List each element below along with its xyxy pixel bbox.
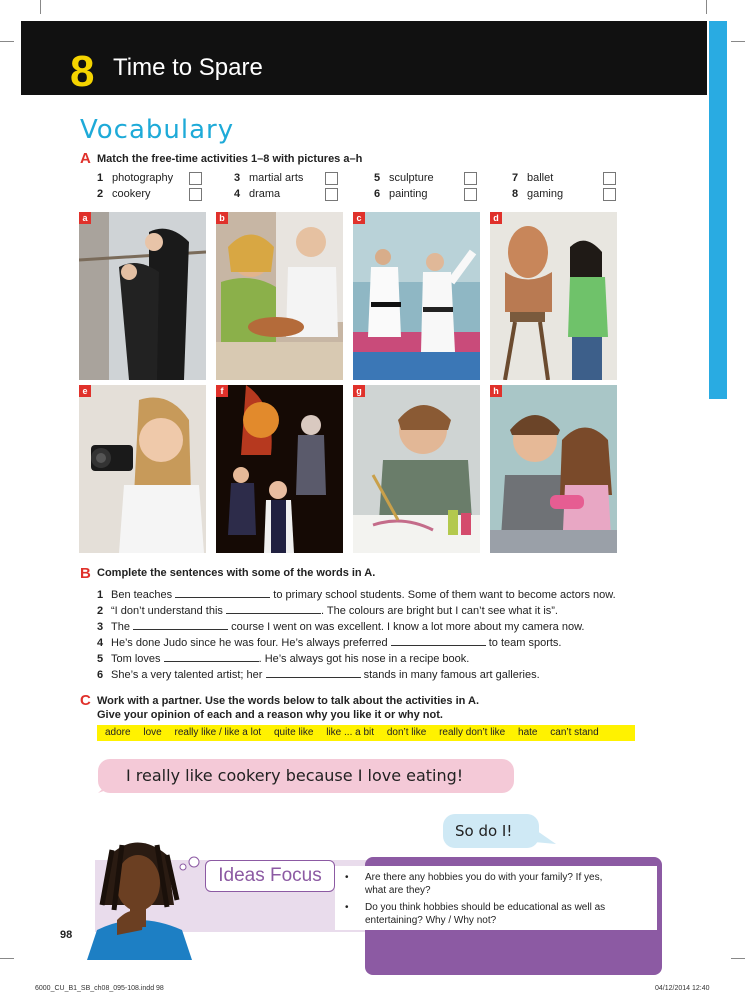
option-1: 1 photography: [97, 172, 174, 184]
thinking-boy-photo: [82, 835, 197, 960]
blank-3[interactable]: [133, 620, 228, 630]
answer-box-8[interactable]: [603, 188, 616, 201]
opinion-word: like ... a bit: [326, 727, 375, 738]
opinion-word: quite like: [273, 727, 314, 738]
speech-bubble-reply-text: So do I!: [455, 822, 513, 840]
ideas-bullet-2: •: [345, 902, 349, 913]
sentence-1: 1 Ben teaches to primary school students. Some of them want to become actors now.: [97, 589, 616, 601]
answer-box-5[interactable]: [464, 172, 477, 185]
bubble-tail-icon: [530, 826, 556, 846]
sentence-3: 3 The course I went on was excellent. I know a lot more about my camera now.: [97, 621, 585, 633]
blank-5[interactable]: [164, 652, 259, 662]
picture-label-h: h: [490, 385, 502, 397]
picture-e: [79, 385, 206, 553]
speech-bubble-example: [98, 759, 514, 793]
option-4: 4 drama: [234, 188, 281, 200]
ideas-question-2: Do you think hobbies should be educational as well as entertaining? Why / Why not?: [365, 902, 606, 926]
ideas-focus-title: Ideas Focus: [205, 860, 335, 892]
picture-c: [353, 212, 480, 380]
footer-file: 6000_CU_B1_SB_ch08_095-108.indd 98: [35, 985, 164, 992]
option-2: 2 cookery: [97, 188, 151, 200]
section-title: Vocabulary: [80, 115, 235, 145]
picture-b: [216, 212, 343, 380]
blank-2[interactable]: [226, 604, 321, 614]
opinion-word: really like / like a lot: [174, 727, 262, 738]
crop-mark: [706, 0, 707, 14]
picture-a: [79, 212, 206, 380]
picture-g: [353, 385, 480, 553]
picture-label-f: f: [216, 385, 228, 397]
sentence-4: 4 He’s done Judo since he was four. He’s always preferred to team sports.: [97, 637, 562, 649]
opinion-word: can’t stand: [550, 727, 599, 738]
bubble-tail-icon: [98, 775, 128, 795]
picture-label-g: g: [353, 385, 365, 397]
unit-title: Time to Spare: [113, 54, 263, 81]
exercise-c-instruction-1: Work with a partner. Use the words below to talk about the activities in A.: [97, 695, 480, 707]
picture-d: [490, 212, 617, 380]
unit-number: 8: [70, 47, 95, 96]
opinion-words-bar: [97, 725, 635, 741]
speech-bubble-reply: [443, 814, 539, 848]
picture-label-e: e: [79, 385, 91, 397]
exercise-a-letter: A: [80, 150, 91, 167]
answer-box-2[interactable]: [189, 188, 202, 201]
opinion-word: hate: [518, 727, 538, 738]
exercise-c-instruction-2: Give your opinion of each and a reason why you like it or why not.: [97, 709, 443, 721]
sentence-6: 6 She’s a very talented artist; her stands in many famous art galleries.: [97, 669, 540, 681]
picture-h: [490, 385, 617, 553]
option-5: 5 sculpture: [374, 172, 434, 184]
blank-4[interactable]: [391, 636, 486, 646]
option-7: 7 ballet: [512, 172, 554, 184]
page-number: 98: [60, 929, 73, 941]
answer-box-4[interactable]: [325, 188, 338, 201]
answer-box-3[interactable]: [325, 172, 338, 185]
ideas-question-1: Are there any hobbies you do with your family? If yes, what are they?: [365, 872, 603, 896]
crop-mark: [0, 41, 14, 42]
sentence-2: 2 “I don’t understand this . The colours are bright but I can’t see what it is”.: [97, 605, 558, 617]
option-6: 6 painting: [374, 188, 428, 200]
crop-mark: [40, 0, 41, 14]
footer-date: 04/12/2014 12:40: [655, 985, 710, 992]
opinion-word: don’t like: [386, 727, 427, 738]
option-8: 8 gaming: [512, 188, 564, 200]
opinion-word: adore: [105, 727, 131, 738]
option-3: 3 martial arts: [234, 172, 304, 184]
opinion-word: love: [143, 727, 162, 738]
exercise-c-letter: C: [80, 692, 91, 709]
picture-label-d: d: [490, 212, 502, 224]
ideas-bullet-1: •: [345, 872, 349, 883]
picture-f: [216, 385, 343, 553]
picture-label-c: c: [353, 212, 365, 224]
exercise-b-letter: B: [80, 565, 91, 582]
crop-mark: [0, 958, 14, 959]
exercise-a-instruction: Match the free-time activities 1–8 with pictures a–h: [97, 153, 363, 165]
picture-label-b: b: [216, 212, 228, 224]
answer-box-6[interactable]: [464, 188, 477, 201]
blank-1[interactable]: [175, 588, 270, 598]
exercise-b-instruction: Complete the sentences with some of the words in A.: [97, 567, 376, 579]
crop-mark: [731, 958, 745, 959]
answer-box-1[interactable]: [189, 172, 202, 185]
crop-mark: [731, 41, 745, 42]
speech-bubble-text: I really like cookery because I love eating!: [126, 766, 464, 785]
sentence-5: 5 Tom loves . He’s always got his nose in a recipe book.: [97, 653, 470, 665]
answer-box-7[interactable]: [603, 172, 616, 185]
picture-label-a: a: [79, 212, 91, 224]
side-tab: [709, 21, 727, 399]
blank-6[interactable]: [266, 668, 361, 678]
opinion-word: really don’t like: [439, 727, 506, 738]
